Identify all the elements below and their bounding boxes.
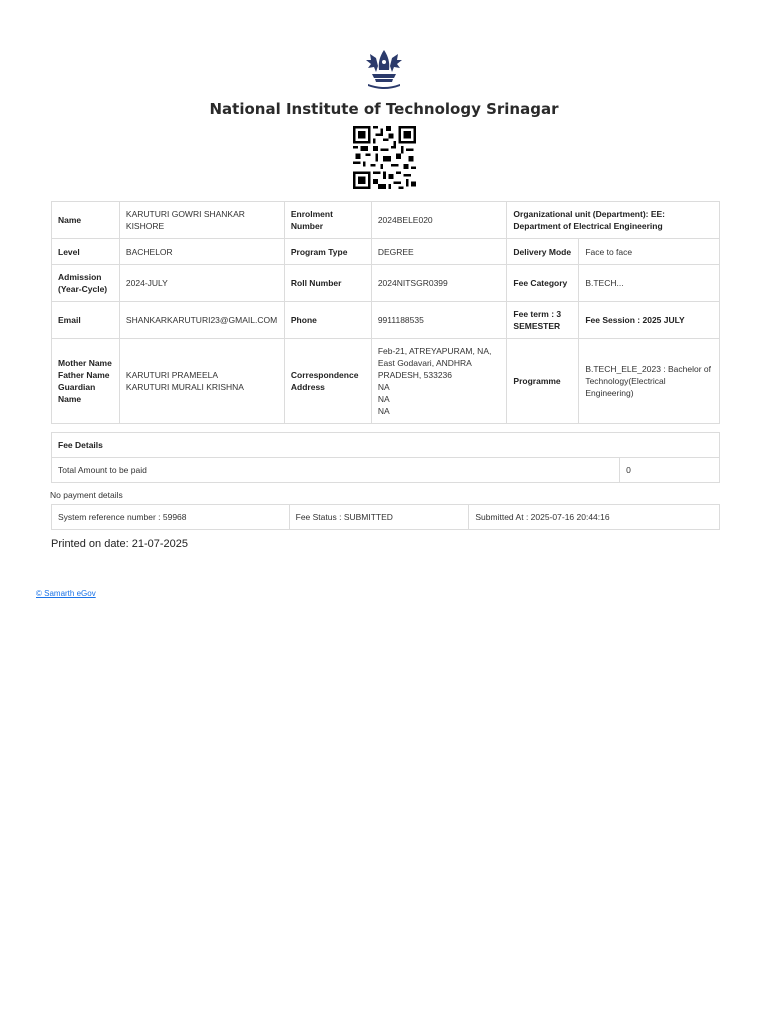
level-label: Level	[52, 239, 120, 265]
parents-label	[52, 339, 120, 424]
email-value: SHANKARKARUTURI23@GMAIL.COM	[119, 302, 284, 339]
table-row	[52, 239, 720, 265]
no-payment-text: No payment details	[50, 490, 123, 500]
phone-label: Phone	[284, 302, 371, 339]
admission-value: 2024-JULY	[119, 265, 284, 302]
name-value: KARUTURI GOWRI SHANKAR KISHORE	[119, 202, 284, 239]
programme-label: Programme	[507, 339, 579, 424]
system-info-table	[51, 504, 720, 530]
address-line: NA	[377, 406, 390, 416]
phone-value: 9911188535	[371, 302, 507, 339]
printed-date: Printed on date: 21-07-2025	[51, 538, 188, 550]
fee-status: Fee Status : SUBMITTED	[289, 505, 469, 530]
institute-title: National Institute of Technology Srinagar	[209, 100, 559, 118]
guardian-name-label: Guardian Name	[58, 382, 96, 404]
program-type-value: DEGREE	[371, 239, 507, 265]
enrolment-label: Enrolment Number	[284, 202, 371, 239]
address-line: Feb-21, ATREYAPURAM, NA, East Godavari, ANDHRA PRADESH, 533236	[377, 346, 492, 380]
roll-number-value: 2024NITSGR0399	[371, 265, 507, 302]
address-line: NA	[377, 394, 390, 404]
student-info-table	[51, 201, 720, 424]
fee-term: Fee term : 3 SEMESTER	[507, 302, 579, 339]
fee-category-value: B.TECH...	[579, 265, 720, 302]
enrolment-value: 2024BELE020	[371, 202, 507, 239]
table-row	[52, 302, 720, 339]
program-type-label: Program Type	[284, 239, 371, 265]
fee-details-table	[51, 432, 720, 483]
address-line: NA	[377, 382, 390, 392]
mother-name-value: KARUTURI PRAMEELA	[125, 370, 219, 380]
delivery-mode-label: Delivery Mode	[507, 239, 579, 265]
admission-label: Admission (Year-Cycle)	[52, 265, 120, 302]
qr-code	[351, 126, 418, 189]
father-name-value: KARUTURI MURALI KRISHNA	[125, 382, 244, 392]
table-row	[52, 458, 720, 483]
fee-category-label: Fee Category	[507, 265, 579, 302]
table-row	[52, 505, 720, 530]
samarth-egov-link[interactable]: © Samarth eGov	[36, 589, 96, 598]
total-amount-label: Total Amount to be paid	[52, 458, 620, 483]
address-label: Correspondence Address	[284, 339, 371, 424]
total-amount-value: 0	[620, 458, 720, 483]
table-row	[52, 202, 720, 239]
table-row	[52, 433, 720, 458]
org-unit: Organizational unit (Department): EE: Department of Electrical Engineering	[507, 202, 720, 239]
institute-logo	[362, 48, 406, 90]
father-name-label: Father Name	[58, 370, 110, 380]
level-value: BACHELOR	[119, 239, 284, 265]
address-value	[371, 339, 507, 424]
fee-details-heading: Fee Details	[52, 433, 720, 458]
system-reference: System reference number : 59968	[52, 505, 290, 530]
table-row	[52, 339, 720, 424]
roll-number-label: Roll Number	[284, 265, 371, 302]
name-label: Name	[52, 202, 120, 239]
email-label: Email	[52, 302, 120, 339]
programme-value: B.TECH_ELE_2023 : Bachelor of Technology(Electrical Engineering)	[579, 339, 720, 424]
mother-name-label: Mother Name	[58, 358, 112, 368]
delivery-mode-value: Face to face	[579, 239, 720, 265]
fee-session: Fee Session : 2025 JULY	[579, 302, 720, 339]
parents-value	[119, 339, 284, 424]
submitted-at: Submitted At : 2025-07-16 20:44:16	[469, 505, 720, 530]
table-row	[52, 265, 720, 302]
